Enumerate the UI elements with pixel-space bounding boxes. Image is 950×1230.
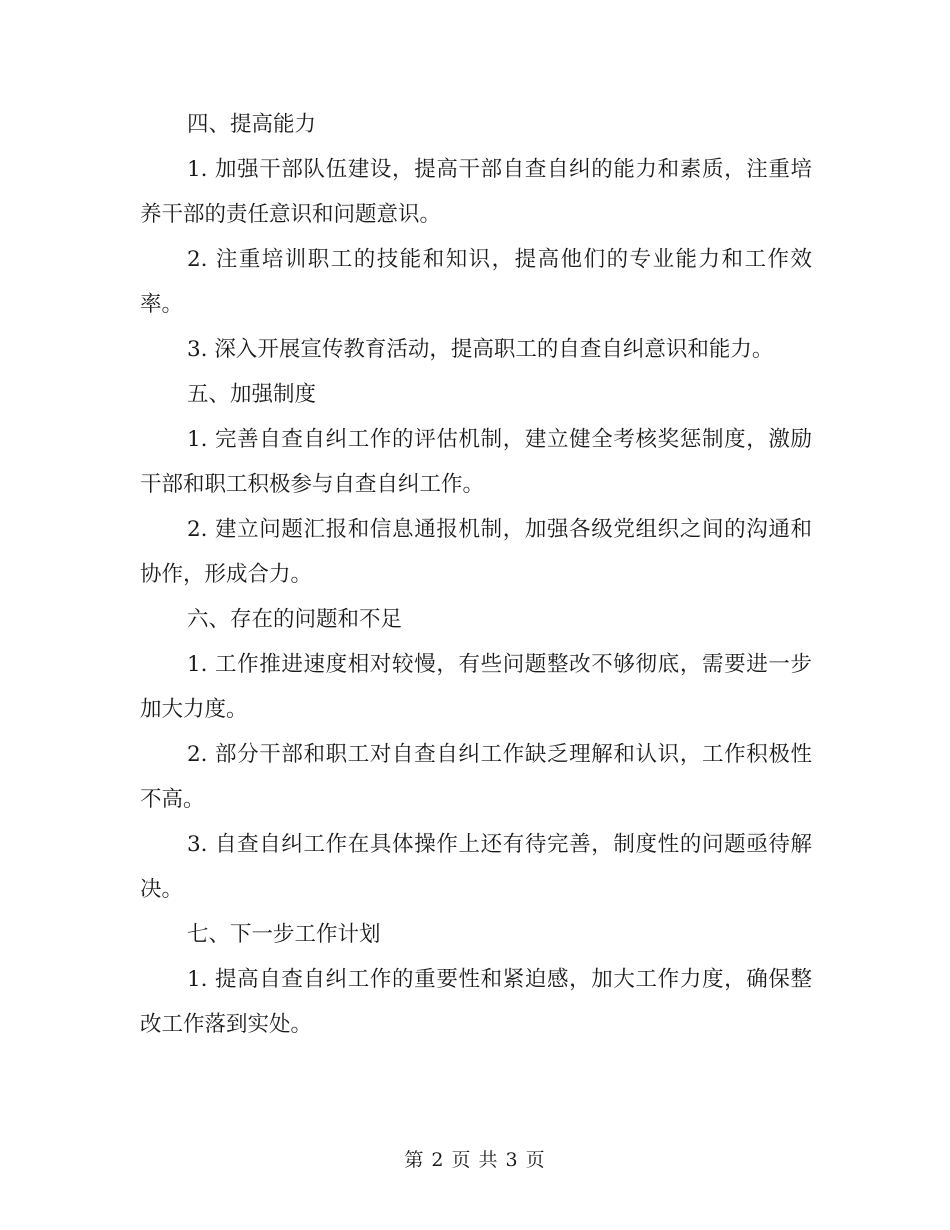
paragraph-5-2: 2. 建立问题汇报和信息通报机制，加强各级党组织之间的沟通和协作，形成合力。 xyxy=(140,517,812,587)
paragraph-7-1: 1. 提高自查自纠工作的重要性和紧迫感，加大工作力度，确保整改工作落到实处。 xyxy=(140,967,812,1037)
paragraph-4-3: 3. 深入开展宣传教育活动，提高职工的自查自纠意识和能力。 xyxy=(187,337,774,362)
paragraph-6-2: 2. 部分干部和职工对自查自纠工作缺乏理解和认识，工作积极性不高。 xyxy=(140,742,812,812)
page-footer: 第 2 页 共 3 页 xyxy=(404,1149,546,1171)
document-body xyxy=(140,102,812,1047)
section-heading-6: 六、存在的问题和不足 xyxy=(187,607,403,632)
section-heading-5: 五、加强制度 xyxy=(187,382,317,407)
section-heading-4: 四、提高能力 xyxy=(187,112,317,137)
section-heading-7: 七、下一步工作计划 xyxy=(187,922,381,947)
paragraph-6-1: 1. 工作推进速度相对较慢，有些问题整改不够彻底，需要进一步加大力度。 xyxy=(140,652,812,722)
paragraph-5-1: 1. 完善自查自纠工作的评估机制，建立健全考核奖惩制度，激励干部和职工积极参与自查自纠工作。 xyxy=(140,427,812,497)
paragraph-6-3: 3. 自查自纠工作在具体操作上还有待完善，制度性的问题亟待解决。 xyxy=(140,832,812,902)
paragraph-4-2: 2. 注重培训职工的技能和知识，提高他们的专业能力和工作效率。 xyxy=(140,247,812,317)
paragraph-4-1: 1. 加强干部队伍建设，提高干部自查自纠的能力和素质，注重培养干部的责任意识和问题意识。 xyxy=(140,157,812,227)
